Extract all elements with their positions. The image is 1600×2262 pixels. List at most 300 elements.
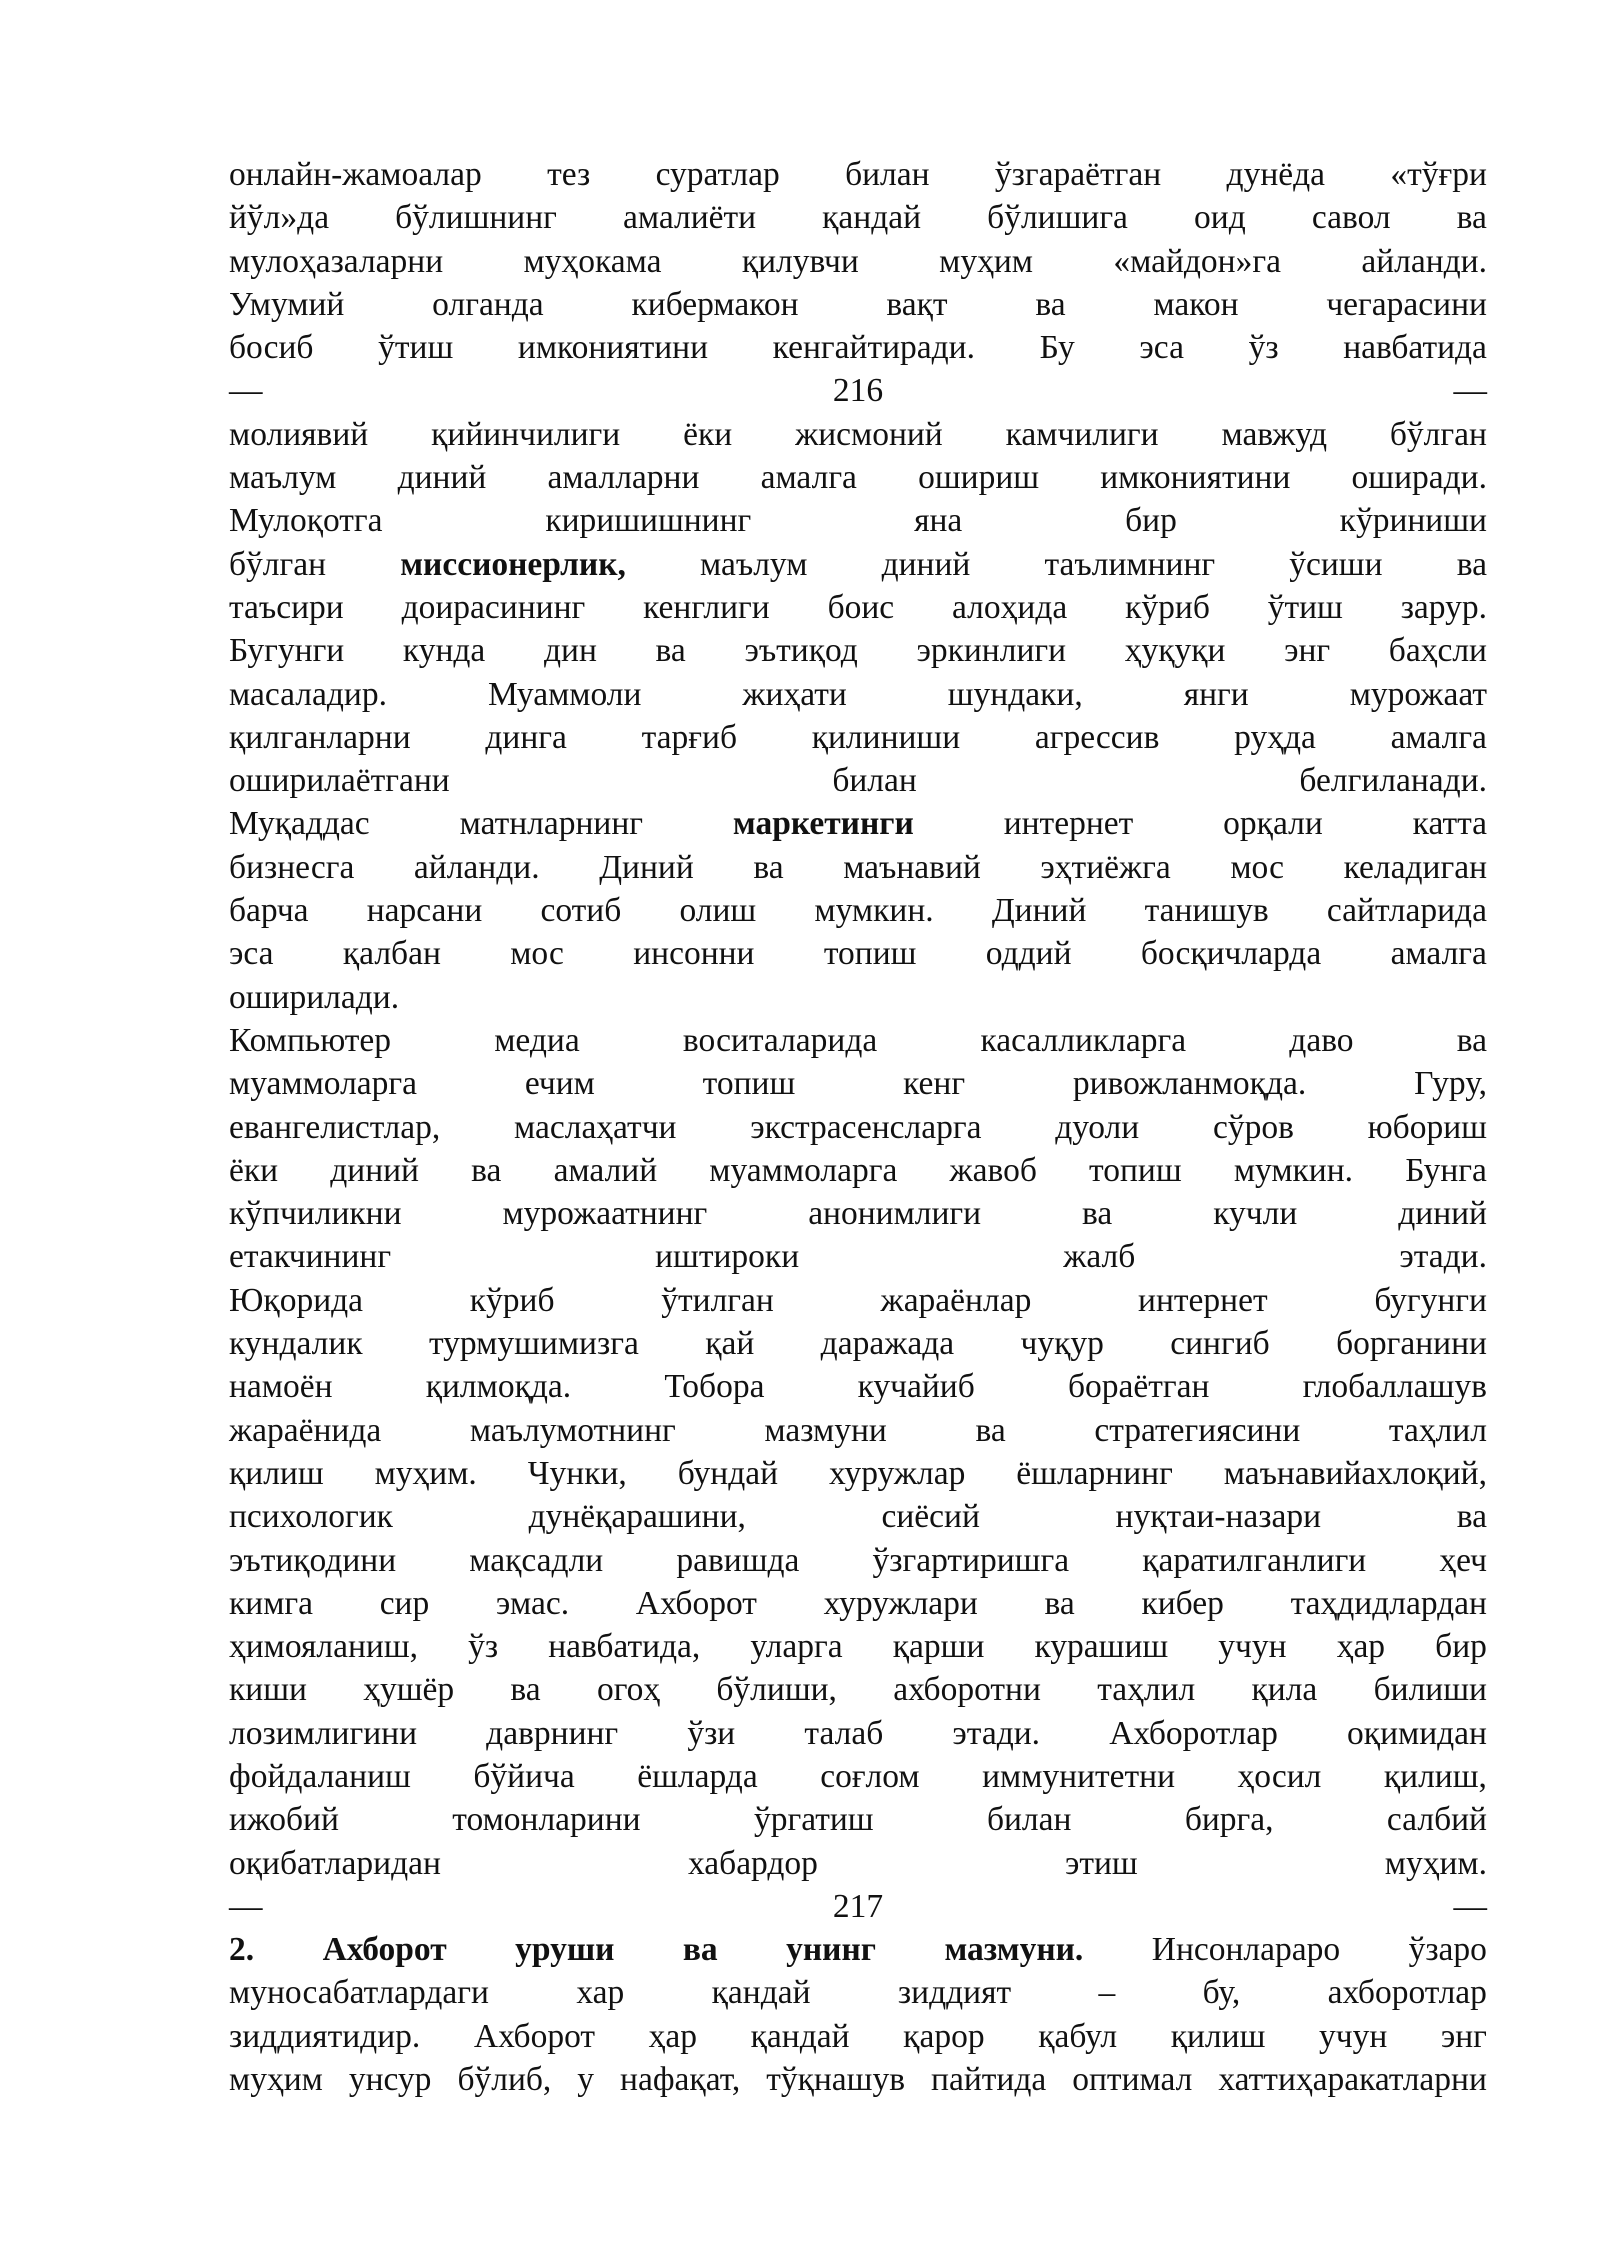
word: вақт [886, 285, 948, 323]
word: ўзи [687, 1714, 736, 1752]
word: масаладир. [229, 675, 387, 713]
text-line [229, 2058, 1487, 2101]
word: бу, [1202, 1974, 1241, 2012]
word: уруши [515, 1931, 615, 1969]
word: Ахборот [635, 1584, 757, 1622]
word: кимга [229, 1584, 314, 1622]
word: эътиқод [744, 632, 858, 670]
text-line [229, 1452, 1487, 1495]
word: ва [1456, 545, 1487, 583]
word: оширилаётгани [229, 762, 450, 800]
word: зиддиятидир. [229, 2017, 421, 2055]
word: фойдаланиш [229, 1757, 411, 1795]
word: бўлишнинг [395, 199, 557, 237]
word: иммунитетни [982, 1757, 1176, 1795]
word: айланди. [413, 848, 540, 886]
word: жалб [1063, 1238, 1136, 1276]
word: амалиёти [622, 199, 757, 237]
text-line [229, 1062, 1487, 1105]
word: ёшларда [637, 1757, 758, 1795]
word: агрессив [1034, 718, 1160, 756]
word: сиёсий [881, 1498, 980, 1536]
word: дунёқарашини, [528, 1498, 746, 1536]
word: сўров [1212, 1108, 1294, 1146]
word: хабардор [687, 1844, 818, 1882]
word: даражада [820, 1325, 955, 1363]
word: катта [1412, 805, 1487, 843]
word: ижобий [229, 1801, 339, 1839]
word: — [1453, 372, 1487, 410]
word: ва [655, 632, 686, 670]
word: Гуру, [1414, 1065, 1487, 1103]
page-number: 217 [832, 1887, 884, 1925]
text-line [229, 759, 1487, 802]
word: таълимнинг [1044, 545, 1216, 583]
word: бундай [677, 1454, 779, 1492]
text-line [229, 629, 1487, 672]
word: у [577, 2061, 595, 2099]
word: — [229, 1887, 263, 1925]
word: алоҳида [952, 588, 1068, 626]
word: оптимал [1072, 2061, 1193, 2099]
word: маълумотнинг [469, 1411, 676, 1449]
word: Бугунги [229, 632, 345, 670]
word: оқимидан [1347, 1714, 1487, 1752]
word: ёшларнинг [1016, 1454, 1173, 1492]
word: касалликларга [980, 1021, 1187, 1059]
word: хуружлари [823, 1584, 978, 1622]
word: ривожланмоқда. [1072, 1065, 1307, 1103]
word: зиддият [897, 1974, 1012, 2012]
word: кучли [1213, 1195, 1298, 1233]
word: мумкин. [814, 892, 934, 930]
text-line [229, 196, 1487, 239]
word: ўтиш [1267, 588, 1343, 626]
word: олганда [432, 285, 544, 323]
word: бўлиши, [716, 1671, 837, 1709]
word: ва [753, 848, 784, 886]
word: бораётган [1067, 1368, 1210, 1406]
word: ёки [229, 1151, 279, 1189]
word: жиҳати [742, 675, 847, 713]
text-line [229, 932, 1487, 975]
word: иштироки [655, 1238, 800, 1276]
word: эса [229, 935, 274, 973]
word: унсур [348, 2061, 432, 2099]
word: зарур. [1400, 588, 1487, 626]
text-line [229, 499, 1487, 542]
text-line [229, 1106, 1487, 1149]
word: қандай [711, 1974, 811, 2012]
word: — [1453, 1887, 1487, 1925]
word: томонларини [452, 1801, 641, 1839]
word: Тобора [664, 1368, 765, 1406]
word: билан [845, 156, 930, 193]
word: психологик [229, 1498, 393, 1536]
word: бўлишига [987, 199, 1128, 237]
word: Умумий [229, 285, 345, 323]
word: ўзгартиришга [872, 1541, 1070, 1579]
word: маълум [229, 459, 337, 497]
word: тез [547, 156, 591, 193]
word: нафақат, [620, 2061, 741, 2099]
word: ўз [468, 1628, 499, 1666]
word: кўриниши [1339, 502, 1487, 540]
word: оқибатларидан [229, 1844, 441, 1882]
text-line [229, 2015, 1487, 2058]
text-line [229, 1409, 1487, 1452]
word: энг [1440, 2017, 1487, 2055]
word: орқали [1223, 805, 1323, 843]
word: муҳим [229, 2061, 323, 2099]
word: мавжуд [1221, 415, 1327, 453]
word: амалий [553, 1151, 658, 1189]
word: ўтилган [661, 1281, 774, 1319]
word: пайтида [931, 2061, 1047, 2099]
word: имкониятини [1100, 459, 1291, 497]
word: ўтиш [378, 329, 454, 367]
word: ахборотлар [1327, 1974, 1487, 2012]
word: кенг [903, 1065, 966, 1103]
word: молиявий [229, 415, 369, 453]
text-line [229, 1539, 1487, 1582]
word: маънавийахлоқий, [1223, 1454, 1487, 1492]
text-line [229, 802, 1487, 845]
word: Компьютер [229, 1021, 392, 1059]
word: – [1098, 1974, 1116, 2012]
word: миссионерлик, [400, 545, 626, 583]
word: тарғиб [641, 718, 737, 756]
word: киши [229, 1671, 307, 1709]
word: ҳар [1336, 1628, 1386, 1666]
word: йўл»да [229, 199, 330, 237]
word: эҳтиёжга [1040, 848, 1171, 886]
text-line [229, 1149, 1487, 1192]
word: Бу [1039, 329, 1075, 367]
word: чегарасини [1326, 285, 1487, 323]
word: глобаллашув [1302, 1368, 1487, 1406]
word: кучайиб [857, 1368, 975, 1406]
text-line [229, 153, 1487, 196]
word: диний [881, 545, 971, 583]
word: ахборотни [893, 1671, 1041, 1709]
word: топиш [702, 1065, 796, 1103]
word: этиш [1064, 1844, 1138, 1882]
text-line [229, 1625, 1487, 1668]
word: савол [1311, 199, 1391, 237]
word: ва [1456, 1498, 1487, 1536]
word: навбатида, [548, 1628, 701, 1666]
word: маслаҳатчи [514, 1108, 677, 1146]
word: мос [510, 935, 564, 973]
text-line [229, 1019, 1487, 1062]
word: ҳар [648, 2017, 698, 2055]
word: Чунки, [527, 1454, 627, 1492]
word: руҳда [1234, 718, 1316, 756]
word: ва [1035, 285, 1066, 323]
word: қабул [1038, 2017, 1118, 2055]
word: сотиб [540, 892, 622, 930]
word: навбатида [1343, 329, 1487, 367]
word: воситаларида [682, 1021, 878, 1059]
word: Муқаддас [229, 805, 370, 843]
word: кенгайтиради. [772, 329, 975, 367]
word: қандай [750, 2017, 850, 2055]
word: қилувчи [741, 242, 859, 280]
word: намоён [229, 1368, 333, 1406]
text-line [229, 976, 1487, 1019]
word: хаттиҳаракатларни [1218, 2061, 1487, 2099]
word: этади. [1399, 1238, 1487, 1276]
word: амалга [1390, 718, 1487, 756]
word: мурожаат [1349, 675, 1487, 713]
text-line [229, 1365, 1487, 1408]
word: ошириш [918, 459, 1040, 497]
word: ва [975, 1411, 1006, 1449]
word: жараёнлар [880, 1281, 1032, 1319]
word: ва [682, 1931, 718, 1969]
word: қилиш, [1383, 1757, 1487, 1795]
word: Инсонлараро [1151, 1931, 1341, 1969]
word: суратлар [655, 156, 780, 193]
word: унинг [786, 1931, 876, 1969]
word: шундаки, [947, 675, 1083, 713]
word: ва [1456, 199, 1487, 237]
text-line [229, 1798, 1487, 1841]
text-line [229, 1279, 1487, 1322]
word: диний [330, 1151, 419, 1189]
text-line [229, 1322, 1487, 1365]
text-line [229, 586, 1487, 629]
text-line [229, 1495, 1487, 1538]
word: билиши [1373, 1671, 1487, 1709]
page-number-separator [229, 1885, 1487, 1928]
word: бир [1435, 1628, 1487, 1666]
word: бир [1125, 502, 1177, 540]
word: 2. [229, 1931, 255, 1969]
word: дунёда [1226, 156, 1326, 193]
text-line [229, 1668, 1487, 1711]
word: Ахборот [473, 2017, 596, 2055]
word: евангелистлар, [229, 1108, 441, 1146]
word: хар [576, 1974, 625, 2012]
word: топиш [823, 935, 917, 973]
word: кўриб [1125, 588, 1210, 626]
word: имкониятини [517, 329, 709, 367]
word: курашиш [1034, 1628, 1169, 1666]
word: эмас. [495, 1584, 570, 1622]
word: Юқорида [229, 1281, 364, 1319]
word: ва [510, 1671, 541, 1709]
word: баҳсли [1388, 632, 1487, 670]
word: матнларнинг [459, 805, 643, 843]
word: қарор [903, 2017, 985, 2055]
word: ва [1082, 1195, 1113, 1233]
word: ўз [1248, 329, 1279, 367]
word: топиш [1089, 1151, 1182, 1189]
word: диний [397, 459, 487, 497]
word: маълум [700, 545, 808, 583]
word: ва [1456, 1021, 1487, 1059]
word: жисмоний [795, 415, 943, 453]
word: дин [543, 632, 597, 670]
text-line [229, 716, 1487, 759]
word: босиб [229, 329, 314, 367]
word: билан [832, 762, 917, 800]
word: муҳим. [1384, 1844, 1487, 1882]
word: макон [1153, 285, 1239, 323]
word: маркетинги [732, 805, 914, 843]
text-line [229, 1928, 1487, 1971]
word: сайтларида [1326, 892, 1487, 930]
word: оширилади. [229, 978, 400, 1016]
word: мос [1230, 848, 1284, 886]
word: мумкин. [1233, 1151, 1354, 1189]
word: — [229, 372, 263, 410]
word: эътиқодини [229, 1541, 397, 1579]
word: таҳдидлардан [1290, 1584, 1487, 1622]
word: келадиган [1343, 848, 1487, 886]
word: кўриб [469, 1281, 555, 1319]
word: экстрасенсларга [750, 1108, 982, 1146]
word: яна [914, 502, 963, 540]
word: киришишнинг [545, 502, 752, 540]
word: равишда [676, 1541, 800, 1579]
word: муаммоларга [709, 1151, 898, 1189]
word: жавоб [949, 1151, 1037, 1189]
word: сингиб [1170, 1325, 1270, 1363]
word: қаратилганлиги [1142, 1541, 1367, 1579]
word: Диний [599, 848, 694, 886]
word: лозимлигини [229, 1714, 417, 1752]
word: ва [471, 1151, 502, 1189]
text-line [229, 1971, 1487, 2014]
page-number: 216 [832, 372, 884, 410]
word: таъсири [229, 588, 344, 626]
text-line [229, 1755, 1487, 1798]
text-line [229, 283, 1487, 326]
word: дуоли [1055, 1108, 1140, 1146]
word: уларга [750, 1628, 843, 1666]
word: даво [1289, 1021, 1354, 1059]
word: қилиш [1170, 2017, 1266, 2055]
word: айланди. [1361, 242, 1487, 280]
word: инсонни [633, 935, 755, 973]
word: учун [1318, 2017, 1388, 2055]
word: янги [1183, 675, 1249, 713]
page-number-separator [229, 369, 1487, 412]
word: муҳим. [374, 1454, 477, 1492]
word: муҳим [939, 242, 1033, 280]
word: огоҳ [596, 1671, 661, 1709]
word: мулоҳазаларни [229, 242, 444, 280]
word: интернет [1138, 1281, 1268, 1319]
text-line [229, 889, 1487, 932]
word: Мулоқотга [229, 502, 383, 540]
word: танишув [1144, 892, 1269, 930]
word: маънавий [843, 848, 981, 886]
word: таҳлил [1097, 1671, 1196, 1709]
word: салбий [1386, 1801, 1487, 1839]
text-line [229, 413, 1487, 456]
word: ёки [683, 415, 733, 453]
word: ва [1044, 1584, 1075, 1622]
word: динга [485, 718, 567, 756]
word: мазмуни. [944, 1931, 1084, 1969]
word: қандай [822, 199, 922, 237]
word: бирга, [1184, 1801, 1274, 1839]
word: бугунги [1374, 1281, 1487, 1319]
word: муносабатлардаги [229, 1974, 489, 2012]
word: интернет [1003, 805, 1134, 843]
word: ўсиши [1289, 545, 1383, 583]
word: ҳимояланиш, [229, 1628, 419, 1666]
word: кибер [1141, 1584, 1224, 1622]
word: қила [1251, 1671, 1318, 1709]
word: боис [827, 588, 895, 626]
text-line [229, 1235, 1487, 1278]
text-line [229, 673, 1487, 716]
word: ўзгараётган [994, 156, 1162, 193]
word: амалга [1390, 935, 1487, 973]
word: «майдон»га [1113, 242, 1281, 280]
word: кундалик [229, 1325, 363, 1363]
word: қай [705, 1325, 755, 1363]
text-line [229, 543, 1487, 586]
word: нуқтаи-назари [1115, 1498, 1322, 1536]
word: қийинчилиги [431, 415, 621, 453]
word: ҳушёр [363, 1671, 455, 1709]
word: Ахборотлар [1109, 1714, 1278, 1752]
word: энг [1284, 632, 1331, 670]
word: хуружлар [829, 1454, 966, 1492]
word: чуқур [1020, 1325, 1104, 1363]
word: мазмуни [764, 1411, 887, 1449]
word: ҳеч [1439, 1541, 1487, 1579]
word: тўқнашув [766, 2061, 906, 2099]
word: этади. [952, 1714, 1041, 1752]
word: қалбан [342, 935, 441, 973]
word: босқичларда [1140, 935, 1322, 973]
word: жараёнида [229, 1411, 382, 1449]
word: муаммоларга [229, 1065, 418, 1103]
word: муҳокама [523, 242, 662, 280]
word: мурожаатнинг [502, 1195, 708, 1233]
word: доирасининг [401, 588, 586, 626]
word: юбориш [1367, 1108, 1487, 1146]
word: «тўғри [1390, 156, 1487, 193]
word: Ахборот [322, 1931, 447, 1969]
word: ўргатиш [753, 1801, 874, 1839]
word: қилиниши [811, 718, 961, 756]
word: бўлиб, [457, 2061, 552, 2099]
text-line [229, 1712, 1487, 1755]
word: кибермакон [631, 285, 799, 323]
text-line [229, 456, 1487, 499]
word: медиа [494, 1021, 580, 1059]
text-line [229, 846, 1487, 889]
word: бўлган [1389, 415, 1487, 453]
word: сир [379, 1584, 430, 1622]
word: ҳуқуқи [1124, 632, 1226, 670]
word: нарсани [366, 892, 483, 930]
word: турмушимизга [428, 1325, 639, 1363]
word: онлайн-жамоалар [229, 156, 482, 193]
word: Муаммоли [487, 675, 642, 713]
word: соғлом [820, 1757, 920, 1795]
word: оид [1194, 199, 1246, 237]
word: учун [1218, 1628, 1287, 1666]
